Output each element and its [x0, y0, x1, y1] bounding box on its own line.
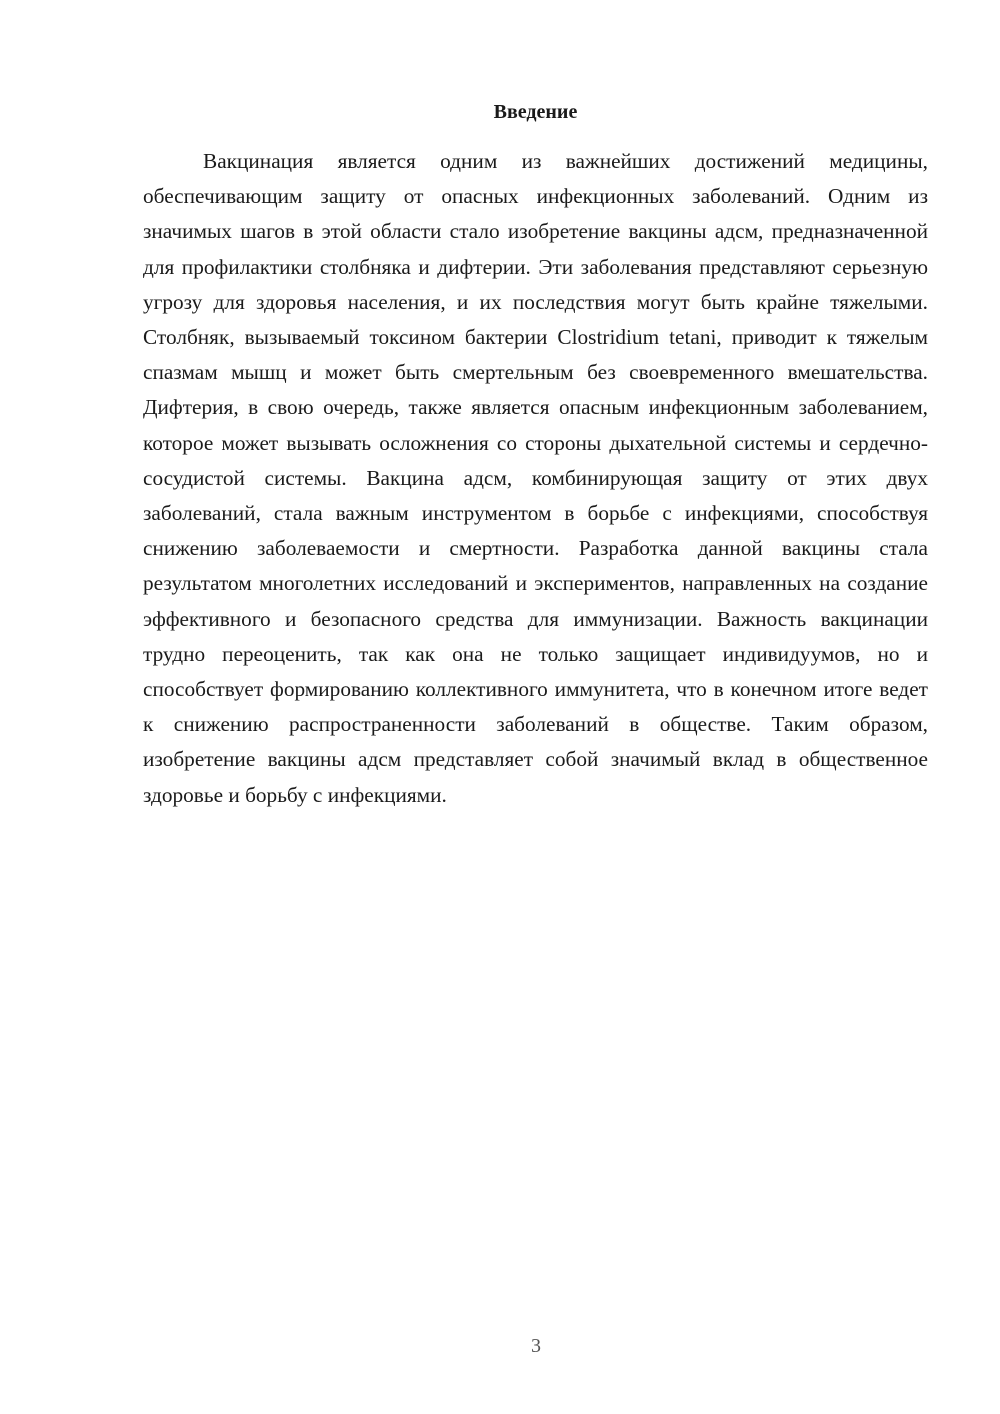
section-heading: Введение: [493, 101, 578, 123]
body-paragraph: Вакцинация является одним из важнейших достижений медицины, обеспечивающим защиту от опасных инфекционных заболеваний. Одним из значимых шагов в этой области стало изобретение вакцины адсм, предназначенной для профилактики столбняка и дифтерии. Эти заболевания представляют серьезную угрозу для здоровья населения, и их последствия могут быть крайне тяжелыми. Столбняк, вызываемый токсином бактерии Clostridium tetani, приводит к тяжелым спазмам мышц и может быть смертельным без своевременного вмешательства. Дифтерия, в свою очередь, также является опасным инфекционным заболеванием, которое может вызывать осложнения со стороны дыхательной системы и сердечно-сосудистой системы. Вакцина адсм, комбинирующая защиту от этих двух заболеваний, стала важным инструментом в борьбе с инфекциями, способствуя снижению заболеваемости и смертности. Разработка данной вакцины стала результатом многолетних исследований и экспериментов, направленных на создание эффективного и безопасного средства для иммунизации. Важность вакцинации трудно переоценить, так как она не только защищает индивидуумов, но и способствует формированию коллективного иммунитета, что в конечном итоге ведет к снижению распространенности заболеваний в обществе. Таким образом, изобретение вакцины адсм представляет собой значимый вклад в общественное здоровье и борьбу с инфекциями.: [143, 149, 928, 807]
page-number: 3: [531, 1335, 541, 1357]
